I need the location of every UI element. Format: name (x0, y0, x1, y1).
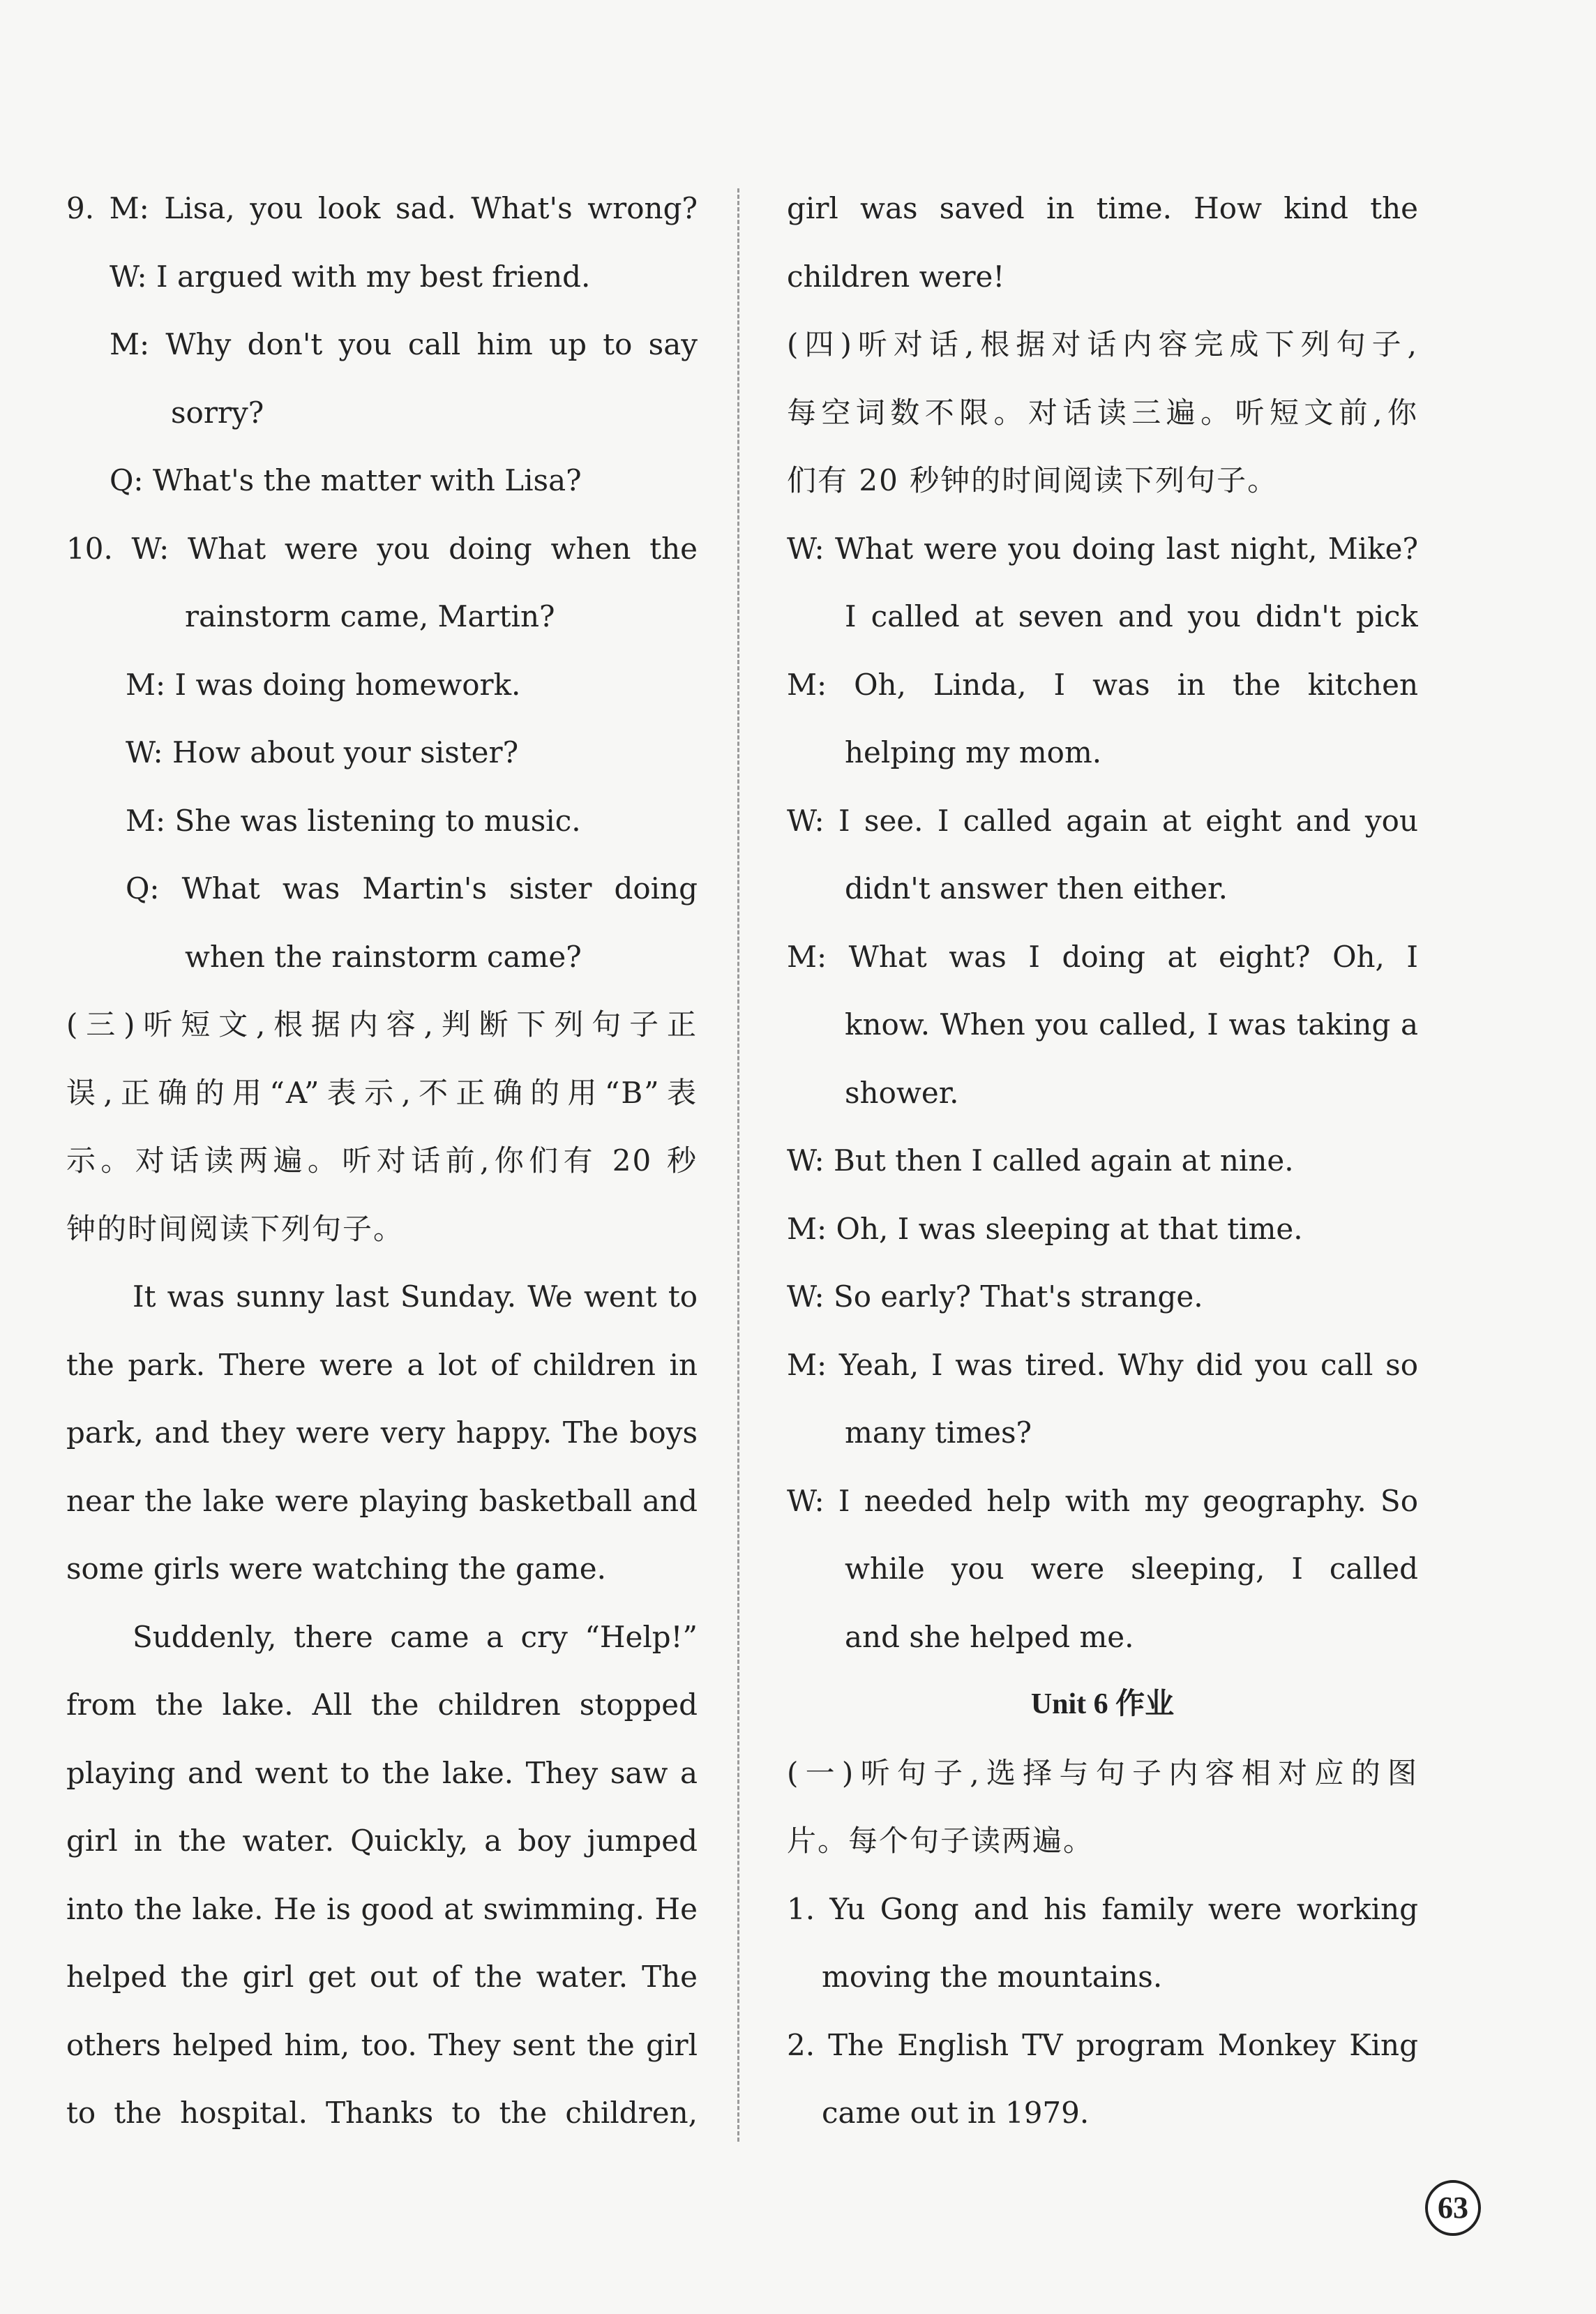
text-line: W: But then I called again at nine. (787, 1143, 1294, 1178)
text-line: W: I see. I called again at eight and you (787, 803, 1418, 838)
text-line: M: I was doing homework. (126, 667, 521, 702)
text-line: helping my mom. (845, 735, 1102, 769)
text-line: rainstorm came, Martin? (185, 599, 555, 633)
text-line: M: What was I doing at eight? Oh, I (787, 939, 1418, 974)
text-line: 片。每个句子读两遍。 (787, 1824, 1094, 1858)
text-line: M: She was listening to music. (126, 803, 581, 838)
text-line: children were! (787, 259, 1005, 294)
text-line: playing and went to the lake. They saw a (66, 1755, 698, 1790)
text-line: Q: What was Martin's sister doing (126, 871, 698, 906)
text-line: girl in the water. Quickly, a boy jumped (66, 1824, 698, 1858)
text-line: some girls were watching the game. (66, 1552, 606, 1586)
column-divider (737, 188, 739, 2142)
text-line: came out in 1979. (822, 2096, 1090, 2130)
text-line: 2. The English TV program Monkey King (787, 2027, 1418, 2062)
left-column (66, 174, 698, 2147)
text-line: shower. (845, 1075, 959, 1110)
text-line: girl was saved in time. How kind the (787, 191, 1418, 225)
text-line: (三)听短文,根据内容,判断下列句子正 (66, 1007, 698, 1042)
text-line: 误,正确的用“A”表示,不正确的用“B”表 (66, 1075, 698, 1110)
text-line: W: What were you doing last night, Mike? (787, 531, 1418, 566)
text-line: Unit 6 作业 (1030, 1688, 1175, 1720)
text-line: park, and they were very happy. The boys (66, 1415, 698, 1450)
text-line: sorry? (171, 395, 264, 430)
text-line: didn't answer then either. (845, 871, 1228, 906)
text-line: 钟的时间阅读下列句子。 (66, 1211, 405, 1246)
text-line: from the lake. All the children stopped (66, 1688, 698, 1722)
text-line: 10. W: What were you doing when the (66, 531, 698, 566)
text-line: know. When you called, I was taking a (845, 1007, 1418, 1042)
text-line: the park. There were a lot of children in (66, 1347, 698, 1382)
text-line: (四)听对话,根据对话内容完成下列句子, (787, 327, 1418, 361)
text-line: I called at seven and you didn't pick (845, 599, 1418, 633)
text-line: 每空词数不限。对话读三遍。听短文前,你 (787, 395, 1418, 430)
text-line: near the lake were playing basketball and (66, 1483, 698, 1518)
text-line: 示。对话读两遍。听对话前,你们有 20 秒 (66, 1143, 698, 1178)
text-line: 9. M: Lisa, you look sad. What's wrong? (66, 191, 698, 225)
text-line: many times? (845, 1415, 1032, 1450)
text-line: to the hospital. Thanks to the children, (66, 2096, 698, 2130)
text-line: when the rainstorm came? (185, 939, 582, 974)
text-line: M: Why don't you call him up to say (110, 327, 698, 361)
text-line: Suddenly, there came a cry “Help!” (133, 1619, 698, 1654)
text-line: M: Oh, Linda, I was in the kitchen (787, 667, 1418, 702)
text-line: It was sunny last Sunday. We went to (133, 1279, 698, 1314)
text-line: into the lake. He is good at swimming. He (66, 1891, 698, 1926)
text-line: helped the girl get out of the water. The (66, 1960, 698, 1994)
text-line: M: Yeah, I was tired. Why did you call so (787, 1347, 1418, 1382)
text-line: W: So early? That's strange. (787, 1279, 1203, 1314)
text-line: W: How about your sister? (126, 735, 519, 769)
text-line: M: Oh, I was sleeping at that time. (787, 1211, 1303, 1246)
text-line: others helped him, too. They sent the girl (66, 2027, 698, 2062)
text-line: moving the mountains. (822, 1960, 1163, 1994)
text-line: and she helped me. (845, 1619, 1134, 1654)
text-line: 1. Yu Gong and his family were working (787, 1891, 1418, 1926)
text-line: while you were sleeping, I called (845, 1552, 1418, 1586)
page-number-badge: 63 (1425, 2180, 1481, 2236)
text-line: 们有 20 秒钟的时间阅读下列句子。 (787, 463, 1279, 497)
text-line: Q: What's the matter with Lisa? (110, 463, 582, 497)
right-column (787, 174, 1418, 2147)
text-line: (一)听句子,选择与句子内容相对应的图 (787, 1755, 1418, 1790)
text-line: W: I argued with my best friend. (110, 259, 591, 294)
text-line: W: I needed help with my geography. So (787, 1483, 1418, 1518)
